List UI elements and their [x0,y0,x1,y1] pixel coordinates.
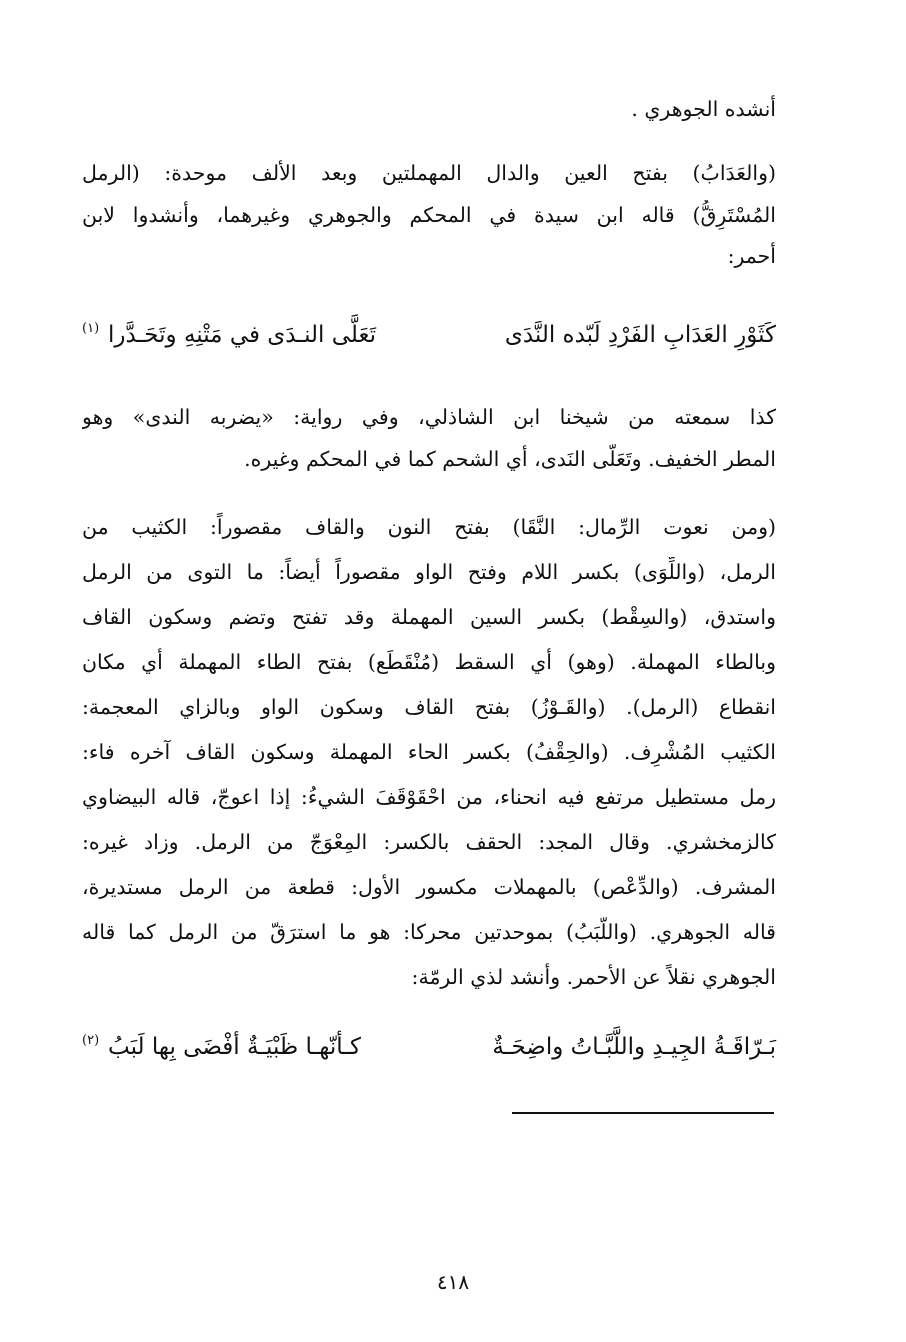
verse-hemistich-left: كـأنّهـا ظَبْيَـةٌ أفْضَى بِها لَبَبُ [108,1034,361,1060]
verse-hemistich-right: بَـرّاقَـةُ الجِيـدِ واللَّبَّـاتُ واضِحَـةٌ [492,1034,776,1060]
footnote-separator [512,1112,774,1114]
body-line: أحمر: [727,244,776,268]
page-number: ٤١٨ [436,1270,470,1294]
footnote-marker: (٢) [82,1033,100,1048]
body-line: المشرف. (والدِّعْص) بالمهملات مكسور الأول: قطعة من الرمل مستديرة، [82,875,776,899]
body-line: وبالطاء المهملة. (وهو) أي السقط (مُنْقَطَع) بفتح الطاء المهملة أي مكان [82,650,776,674]
body-line: الجوهري نقلاً عن الأحمر. وأنشد لذي الرمّة: [411,965,776,989]
body-line: واستدق، (والسِقْط) بكسر السين المهملة وقد تفتح وتضم وسكون القاف [82,605,776,629]
body-line: أنشده الجوهري . [631,97,776,121]
body-line: (ومن نعوت الرِّمال: النَّقَا) بفتح النون والقاف مقصوراً: الكثيب من [82,515,776,539]
body-line: المطر الخفيف. وتَعَلَّى النَدى، أي الشحم كما في المحكم وغيره. [244,447,776,471]
body-line: انقطاع (الرمل). (والقَـوْزُ) بفتح القاف وسكون الواو وبالزاي المعجمة: [82,695,776,719]
body-line: (والعَدَابُ) بفتح العين والدال المهملتين وبعد الألف موحدة: (الرمل [82,161,776,185]
verse-hemistich-right: كَثَوْرِ العَدَابِ الفَرْدِ لَبّده النَّدَى [504,322,776,348]
body-line: الكثيب المُشْرِف. (والحِقْفُ) بكسر الحاء المهملة وسكون القاف آخره فاء: [82,740,776,764]
body-line: المُسْتَرِقُّ) قاله ابن سيدة في المحكم والجوهري وغيرهما، وأنشدوا لابن [82,203,776,227]
body-line: قاله الجوهري. (واللَّبَبُ) بموحدتين محركا: هو ما استرَقّ من الرمل كما قاله [82,920,776,944]
body-line: كذا سمعته من شيخنا ابن الشاذلي، وفي رواية: «يضربه الندى» وهو [82,405,776,429]
body-line: الرمل، (واللِّوَى) بكسر اللام وفتح الواو مقصوراً أيضاً: ما التوى من الرمل [82,560,776,584]
verse-hemistich-left: تَعَلَّى النـدَى في مَتْنِهِ وتَحَـدَّرا [108,322,377,348]
body-line: كالزمخشري. وقال المجد: الحقف بالكسر: المِعْوَجّ من الرمل. وزاد غيره: [82,830,776,854]
body-line: رمل مستطيل مرتفع فيه انحناء، من احْقَوْقَفَ الشيءُ: إذا اعوجّ، قاله البيضاوي [82,785,776,809]
footnote-marker: (١) [82,321,100,336]
